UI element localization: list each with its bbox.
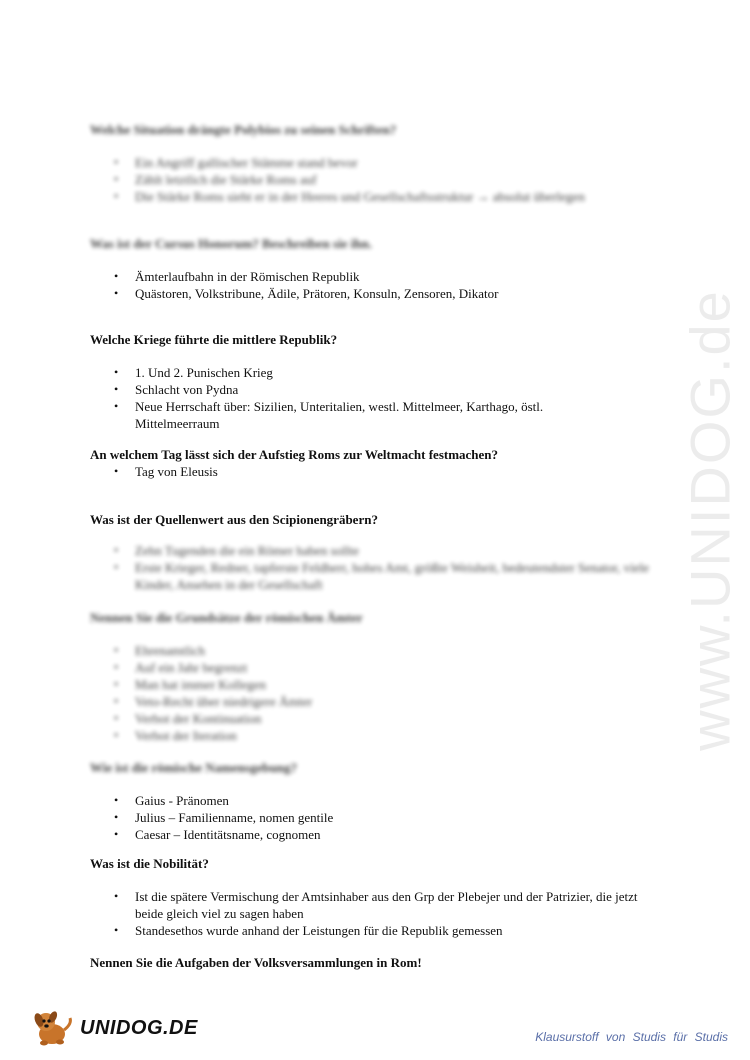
qa-section-grundsaetze [90,610,680,744]
answer-list [90,364,680,432]
answer-item: • Zehn Tugenden die ein Römer haben sollte [90,542,680,559]
answer-item: • Verbot der Iteration [90,727,680,744]
question-heading: Was ist der Cursus Honorum? Beschreiben sie ihn. [90,236,372,251]
answer-item: • Ist die spätere Vermischung der Amtsinhaber aus den Grp der Plebejer und der Patrizier, die jetzt beide gleich viel zu sagen haben [90,888,680,922]
question-heading: Nennen Sie die Aufgaben der Volksversammlungen in Rom! [90,955,422,970]
qa-section-scipionen [90,512,680,593]
answer-list [90,542,680,593]
answer-item: • Ämterlaufbahn in der Römischen Republik [90,268,680,285]
answer-item: • Julius – Familienname, nomen gentile [90,809,680,826]
question-heading: An welchem Tag lässt sich der Aufstieg Roms zur Weltmacht festmachen? [90,447,499,462]
answer-list [90,154,680,205]
answer-item: • Ein Angriff gallischer Stämme stand bevor [90,154,680,171]
answer-item: • Gaius - Pränomen [90,792,680,809]
unidog-logo [30,1008,198,1048]
answer-item: • Die Stärke Roms sieht er in der Heeres und Gesellschaftsstruktur → absolut überlegen [90,188,680,205]
question-heading: Welche Kriege führte die mittlere Republik? [90,332,338,347]
qa-section-polybios [90,122,680,205]
logo-text: UNIDOG.DE [80,1016,198,1039]
qa-section-volksversammlungen [90,955,680,971]
question-heading: Wie ist die römische Namensgebung? [90,760,298,775]
answer-item: • Tag von Eleusis [90,463,680,480]
answer-list [90,792,680,843]
answer-list [90,463,680,480]
answer-item: • Schlacht von Pydna [90,381,680,398]
answer-item: • 1. Und 2. Punischen Krieg [90,364,680,381]
qa-section-nobilitaet [90,856,680,939]
question-heading: Was ist die Nobilität? [90,856,209,871]
answer-item: • Erste Krieger, Redner, tapferste Feldherr, hohes Amt, größte Weisheit, bedeutendster Senator, viele Kinder, Ansehen in der Gesellschaft [90,559,680,593]
answer-item: • Standesethos wurde anhand der Leistungen für die Republik gemessen [90,922,680,939]
answer-list [90,642,680,744]
answer-item: • Veto-Recht über niedrigere Ämter [90,693,680,710]
qa-section-kriege [90,332,680,432]
answer-item: • Man hat immer Kollegen [90,676,680,693]
qa-section-namensgebung [90,760,680,843]
answer-item: • Auf ein Jahr begrenzt [90,659,680,676]
answer-list [90,888,680,939]
qa-section-weltmacht [90,447,680,480]
question-heading: Welche Situation drängte Polybios zu seinen Schriften? [90,122,397,137]
answer-item: • Ehrenamtlich [90,642,680,659]
answer-item: • Verbot der Kontinuation [90,710,680,727]
answer-item: • Zählt letztlich die Stärke Roms auf [90,171,680,188]
qa-section-cursus-honorum [90,236,680,302]
question-heading: Was ist der Quellenwert aus den Scipionengräbern? [90,512,378,527]
answer-item: • Caesar – Identitätsname, cognomen [90,826,680,843]
footer-tagline: Klausurstoff von Studis für Studis [535,1030,728,1044]
answer-item: • Neue Herrschaft über: Sizilien, Unteritalien, westl. Mittelmeer, Karthago, östl. Mittelmeerraum [90,398,680,432]
answer-item: • Quästoren, Volkstribune, Ädile, Prätoren, Konsuln, Zensoren, Dikator [90,285,680,302]
question-heading: Nennen Sie die Grundsätze der römischen Ämter [90,610,363,625]
watermark: www.UNIDOG.de [678,289,742,751]
answer-list [90,268,680,302]
dog-mascot-icon [30,1008,76,1048]
